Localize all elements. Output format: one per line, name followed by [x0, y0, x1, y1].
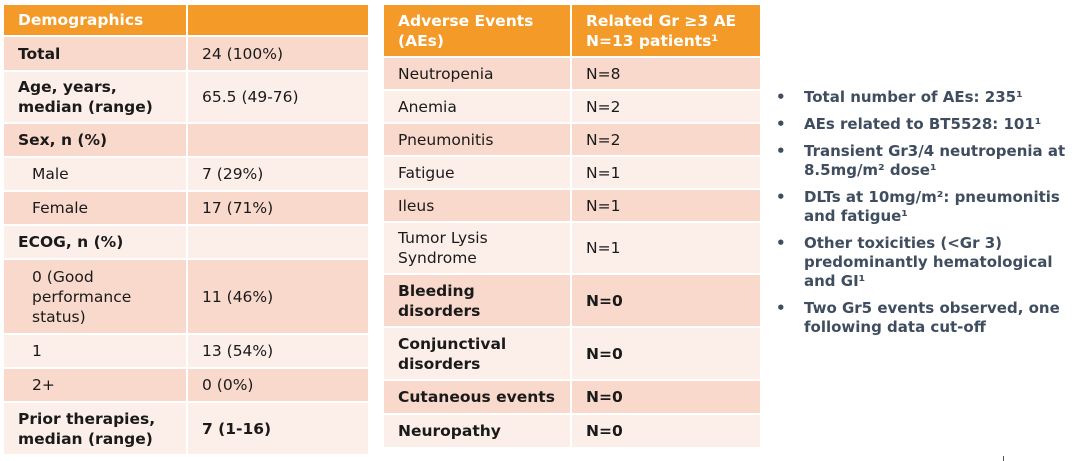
- row-value: N=0: [571, 380, 761, 414]
- list-item-text: DLTs at 10mg/m²: pneumonitis and fatigue¹: [804, 188, 1060, 225]
- divider-tick: [1003, 456, 1004, 461]
- row-label: Neuropathy: [383, 414, 571, 448]
- row-label: Fatigue: [383, 156, 571, 189]
- list-item: [776, 115, 1076, 134]
- table-row: [383, 222, 761, 274]
- list-item: [776, 188, 1076, 226]
- table-row: [3, 36, 369, 71]
- table-header-row: [383, 4, 761, 57]
- demographics-table: [2, 3, 370, 456]
- list-item-text: AEs related to BT5528: 101¹: [804, 115, 1042, 133]
- table-row: [3, 191, 369, 225]
- list-item-text: Two Gr5 events observed, one following data cut-off: [804, 299, 1060, 336]
- row-label: Conjunctival disorders: [383, 327, 571, 380]
- row-label: Prior therapies, median (range): [3, 402, 187, 455]
- bullet-icon: •: [776, 188, 786, 206]
- summary-bullet-list: [776, 88, 1076, 345]
- column-header: Related Gr ≥3 AE N=13 patients¹: [571, 4, 761, 57]
- bullet-icon: •: [776, 88, 786, 106]
- list-item-text: Transient Gr3/4 neutropenia at 8.5mg/m² dose¹: [804, 142, 1066, 179]
- row-label: Age, years, median (range): [3, 71, 187, 123]
- row-label: 0 (Good performance status): [3, 259, 187, 334]
- row-value: 0 (0%): [187, 368, 369, 402]
- list-item-text: Total number of AEs: 235¹: [804, 88, 1023, 106]
- bullet-icon: •: [776, 299, 786, 317]
- bullet-icon: •: [776, 142, 786, 160]
- table-row: [383, 123, 761, 156]
- list-item: [776, 88, 1076, 107]
- row-value: 13 (54%): [187, 334, 369, 368]
- table-row: [3, 259, 369, 334]
- table-row: [383, 274, 761, 327]
- table-row: [3, 368, 369, 402]
- table-row: [383, 57, 761, 90]
- row-value: 7 (1-16): [187, 402, 369, 455]
- row-label: Sex, n (%): [3, 123, 187, 157]
- table-row: [383, 90, 761, 123]
- table-header-row: [3, 4, 369, 36]
- row-value: 24 (100%): [187, 36, 369, 71]
- row-value: N=0: [571, 327, 761, 380]
- row-label: Bleeding disorders: [383, 274, 571, 327]
- row-label: Pneumonitis: [383, 123, 571, 156]
- row-value: 7 (29%): [187, 157, 369, 191]
- row-label: Neutropenia: [383, 57, 571, 90]
- table-row: [3, 402, 369, 455]
- column-header: [187, 4, 369, 36]
- row-label: Female: [3, 191, 187, 225]
- row-value: N=1: [571, 222, 761, 274]
- row-label: Ileus: [383, 189, 571, 222]
- list-item: [776, 299, 1076, 337]
- row-value: 65.5 (49-76): [187, 71, 369, 123]
- row-value: N=2: [571, 123, 761, 156]
- row-label: Total: [3, 36, 187, 71]
- row-value: N=2: [571, 90, 761, 123]
- adverse-events-table: [382, 3, 762, 449]
- table-row: [383, 414, 761, 448]
- row-label: Cutaneous events: [383, 380, 571, 414]
- row-label: Male: [3, 157, 187, 191]
- table-row: [3, 157, 369, 191]
- column-header: Demographics: [3, 4, 187, 36]
- row-label: Tumor Lysis Syndrome: [383, 222, 571, 274]
- row-value: 17 (71%): [187, 191, 369, 225]
- row-value: [187, 123, 369, 157]
- column-header: Adverse Events (AEs): [383, 4, 571, 57]
- row-label: Anemia: [383, 90, 571, 123]
- table-row: [383, 380, 761, 414]
- bullet-icon: •: [776, 234, 786, 252]
- row-value: 11 (46%): [187, 259, 369, 334]
- table-row: [3, 225, 369, 259]
- row-label: 2+: [3, 368, 187, 402]
- list-item-text: Other toxicities (<Gr 3) predominantly hematological and GI¹: [804, 234, 1053, 290]
- table-row: [383, 327, 761, 380]
- bullet-icon: •: [776, 115, 786, 133]
- row-value: N=0: [571, 274, 761, 327]
- table-row: [383, 156, 761, 189]
- list-item: [776, 234, 1076, 291]
- table-row: [3, 334, 369, 368]
- row-label: ECOG, n (%): [3, 225, 187, 259]
- row-value: N=0: [571, 414, 761, 448]
- row-value: [187, 225, 369, 259]
- table-row: [3, 71, 369, 123]
- table-row: [383, 189, 761, 222]
- list-item: [776, 142, 1076, 180]
- row-value: N=1: [571, 189, 761, 222]
- row-label: 1: [3, 334, 187, 368]
- row-value: N=1: [571, 156, 761, 189]
- row-value: N=8: [571, 57, 761, 90]
- table-row: [3, 123, 369, 157]
